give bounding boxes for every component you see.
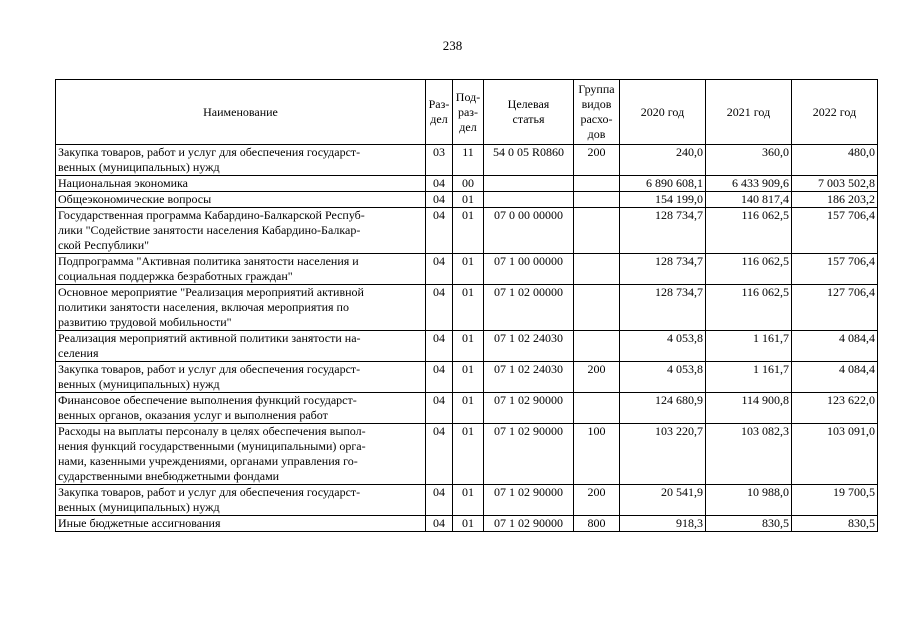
cell-2020: 20 541,9 bbox=[620, 485, 706, 516]
cell-2021: 360,0 bbox=[706, 145, 792, 176]
table-row bbox=[56, 176, 878, 192]
table-row bbox=[56, 485, 878, 516]
cell-2022: 4 084,4 bbox=[792, 331, 878, 362]
cell-expense-group bbox=[574, 208, 620, 254]
cell-podrazdel: 01 bbox=[453, 208, 484, 254]
cell-2020: 4 053,8 bbox=[620, 362, 706, 393]
cell-podrazdel: 00 bbox=[453, 176, 484, 192]
cell-name: Национальная экономика bbox=[56, 176, 426, 192]
cell-name: Общеэкономические вопросы bbox=[56, 192, 426, 208]
cell-razdel: 04 bbox=[426, 285, 453, 331]
cell-2021: 1 161,7 bbox=[706, 331, 792, 362]
cell-2021: 6 433 909,6 bbox=[706, 176, 792, 192]
cell-razdel: 04 bbox=[426, 393, 453, 424]
cell-expense-group: 200 bbox=[574, 145, 620, 176]
cell-expense-group bbox=[574, 393, 620, 424]
cell-podrazdel: 01 bbox=[453, 362, 484, 393]
cell-podrazdel: 01 bbox=[453, 393, 484, 424]
cell-2022: 157 706,4 bbox=[792, 208, 878, 254]
cell-2021: 140 817,4 bbox=[706, 192, 792, 208]
cell-target-article: 07 1 02 00000 bbox=[484, 285, 574, 331]
table-row bbox=[56, 145, 878, 176]
cell-2020: 128 734,7 bbox=[620, 208, 706, 254]
cell-name: Расходы на выплаты персоналу в целях обеспечения выпол- нения функций государственными (муниципальными) орга- нами, казенными учреждениями, органами управления го- сударственными внебюджетными фондами bbox=[56, 424, 426, 485]
cell-name: Закупка товаров, работ и услуг для обеспечения государст- венных (муниципальных) нужд bbox=[56, 145, 426, 176]
cell-name: Иные бюджетные ассигнования bbox=[56, 516, 426, 532]
table-row bbox=[56, 208, 878, 254]
table-row bbox=[56, 254, 878, 285]
cell-2021: 116 062,5 bbox=[706, 208, 792, 254]
cell-2021: 116 062,5 bbox=[706, 254, 792, 285]
cell-target-article bbox=[484, 176, 574, 192]
cell-2021: 114 900,8 bbox=[706, 393, 792, 424]
header-podrazdel: Под- раз- дел bbox=[453, 80, 484, 145]
cell-name: Основное мероприятие "Реализация мероприятий активной политики занятости населения, включая мероприятия по развитию трудовой мобильности" bbox=[56, 285, 426, 331]
cell-2020: 128 734,7 bbox=[620, 254, 706, 285]
cell-expense-group: 800 bbox=[574, 516, 620, 532]
cell-target-article: 07 1 02 90000 bbox=[484, 516, 574, 532]
cell-podrazdel: 11 bbox=[453, 145, 484, 176]
cell-2021: 1 161,7 bbox=[706, 362, 792, 393]
cell-name: Закупка товаров, работ и услуг для обеспечения государст- венных (муниципальных) нужд bbox=[56, 485, 426, 516]
header-year-2021: 2021 год bbox=[706, 80, 792, 145]
cell-razdel: 04 bbox=[426, 362, 453, 393]
table-row bbox=[56, 331, 878, 362]
cell-name: Закупка товаров, работ и услуг для обеспечения государст- венных (муниципальных) нужд bbox=[56, 362, 426, 393]
cell-target-article: 07 1 02 90000 bbox=[484, 485, 574, 516]
cell-name: Реализация мероприятий активной политики занятости на- селения bbox=[56, 331, 426, 362]
table-row bbox=[56, 192, 878, 208]
header-year-2022: 2022 год bbox=[792, 80, 878, 145]
cell-expense-group: 200 bbox=[574, 485, 620, 516]
page-number: 238 bbox=[442, 38, 463, 53]
cell-2020: 240,0 bbox=[620, 145, 706, 176]
cell-razdel: 04 bbox=[426, 254, 453, 285]
cell-2022: 127 706,4 bbox=[792, 285, 878, 331]
cell-2022: 830,5 bbox=[792, 516, 878, 532]
cell-razdel: 04 bbox=[426, 192, 453, 208]
cell-target-article: 07 1 00 00000 bbox=[484, 254, 574, 285]
cell-target-article: 07 1 02 24030 bbox=[484, 331, 574, 362]
cell-expense-group: 200 bbox=[574, 362, 620, 393]
cell-2021: 103 082,3 bbox=[706, 424, 792, 485]
budget-table bbox=[55, 79, 878, 532]
header-target-article: Целевая статья bbox=[484, 80, 574, 145]
header-row bbox=[56, 80, 878, 145]
cell-2021: 830,5 bbox=[706, 516, 792, 532]
cell-razdel: 03 bbox=[426, 145, 453, 176]
cell-2022: 103 091,0 bbox=[792, 424, 878, 485]
cell-razdel: 04 bbox=[426, 485, 453, 516]
cell-razdel: 04 bbox=[426, 176, 453, 192]
header-year-2020: 2020 год bbox=[620, 80, 706, 145]
cell-target-article: 07 1 02 24030 bbox=[484, 362, 574, 393]
cell-target-article bbox=[484, 192, 574, 208]
header-razdel: Раз- дел bbox=[426, 80, 453, 145]
cell-2022: 186 203,2 bbox=[792, 192, 878, 208]
table-body bbox=[56, 145, 878, 532]
cell-podrazdel: 01 bbox=[453, 516, 484, 532]
cell-2020: 124 680,9 bbox=[620, 393, 706, 424]
cell-name: Подпрограмма "Активная политика занятости населения и социальная поддержка безработных граждан" bbox=[56, 254, 426, 285]
cell-2021: 116 062,5 bbox=[706, 285, 792, 331]
cell-razdel: 04 bbox=[426, 516, 453, 532]
cell-podrazdel: 01 bbox=[453, 485, 484, 516]
cell-target-article: 07 1 02 90000 bbox=[484, 393, 574, 424]
table-row bbox=[56, 285, 878, 331]
cell-expense-group bbox=[574, 254, 620, 285]
header-expense-group: Группа видов расхо- дов bbox=[574, 80, 620, 145]
cell-razdel: 04 bbox=[426, 424, 453, 485]
cell-2020: 154 199,0 bbox=[620, 192, 706, 208]
cell-name: Государственная программа Кабардино-Балкарской Респуб- лики "Содействие занятости населения Кабардино-Балкар- ской Республики" bbox=[56, 208, 426, 254]
cell-2020: 128 734,7 bbox=[620, 285, 706, 331]
cell-expense-group: 100 bbox=[574, 424, 620, 485]
cell-podrazdel: 01 bbox=[453, 285, 484, 331]
cell-expense-group bbox=[574, 176, 620, 192]
cell-podrazdel: 01 bbox=[453, 192, 484, 208]
cell-expense-group bbox=[574, 192, 620, 208]
cell-2022: 4 084,4 bbox=[792, 362, 878, 393]
cell-2022: 480,0 bbox=[792, 145, 878, 176]
table-row bbox=[56, 362, 878, 393]
cell-target-article: 07 0 00 00000 bbox=[484, 208, 574, 254]
cell-target-article: 54 0 05 R0860 bbox=[484, 145, 574, 176]
cell-2022: 157 706,4 bbox=[792, 254, 878, 285]
cell-name: Финансовое обеспечение выполнения функций государст- венных органов, оказания услуг и выполнения работ bbox=[56, 393, 426, 424]
cell-2020: 4 053,8 bbox=[620, 331, 706, 362]
table-row bbox=[56, 424, 878, 485]
cell-razdel: 04 bbox=[426, 208, 453, 254]
cell-razdel: 04 bbox=[426, 331, 453, 362]
cell-2020: 6 890 608,1 bbox=[620, 176, 706, 192]
cell-podrazdel: 01 bbox=[453, 254, 484, 285]
cell-2021: 10 988,0 bbox=[706, 485, 792, 516]
table-row bbox=[56, 393, 878, 424]
cell-expense-group bbox=[574, 285, 620, 331]
cell-2022: 19 700,5 bbox=[792, 485, 878, 516]
cell-expense-group bbox=[574, 331, 620, 362]
cell-2020: 103 220,7 bbox=[620, 424, 706, 485]
cell-target-article: 07 1 02 90000 bbox=[484, 424, 574, 485]
header-name: Наименование bbox=[56, 80, 426, 145]
table-row bbox=[56, 516, 878, 532]
cell-2022: 123 622,0 bbox=[792, 393, 878, 424]
cell-podrazdel: 01 bbox=[453, 424, 484, 485]
cell-2022: 7 003 502,8 bbox=[792, 176, 878, 192]
cell-2020: 918,3 bbox=[620, 516, 706, 532]
cell-podrazdel: 01 bbox=[453, 331, 484, 362]
